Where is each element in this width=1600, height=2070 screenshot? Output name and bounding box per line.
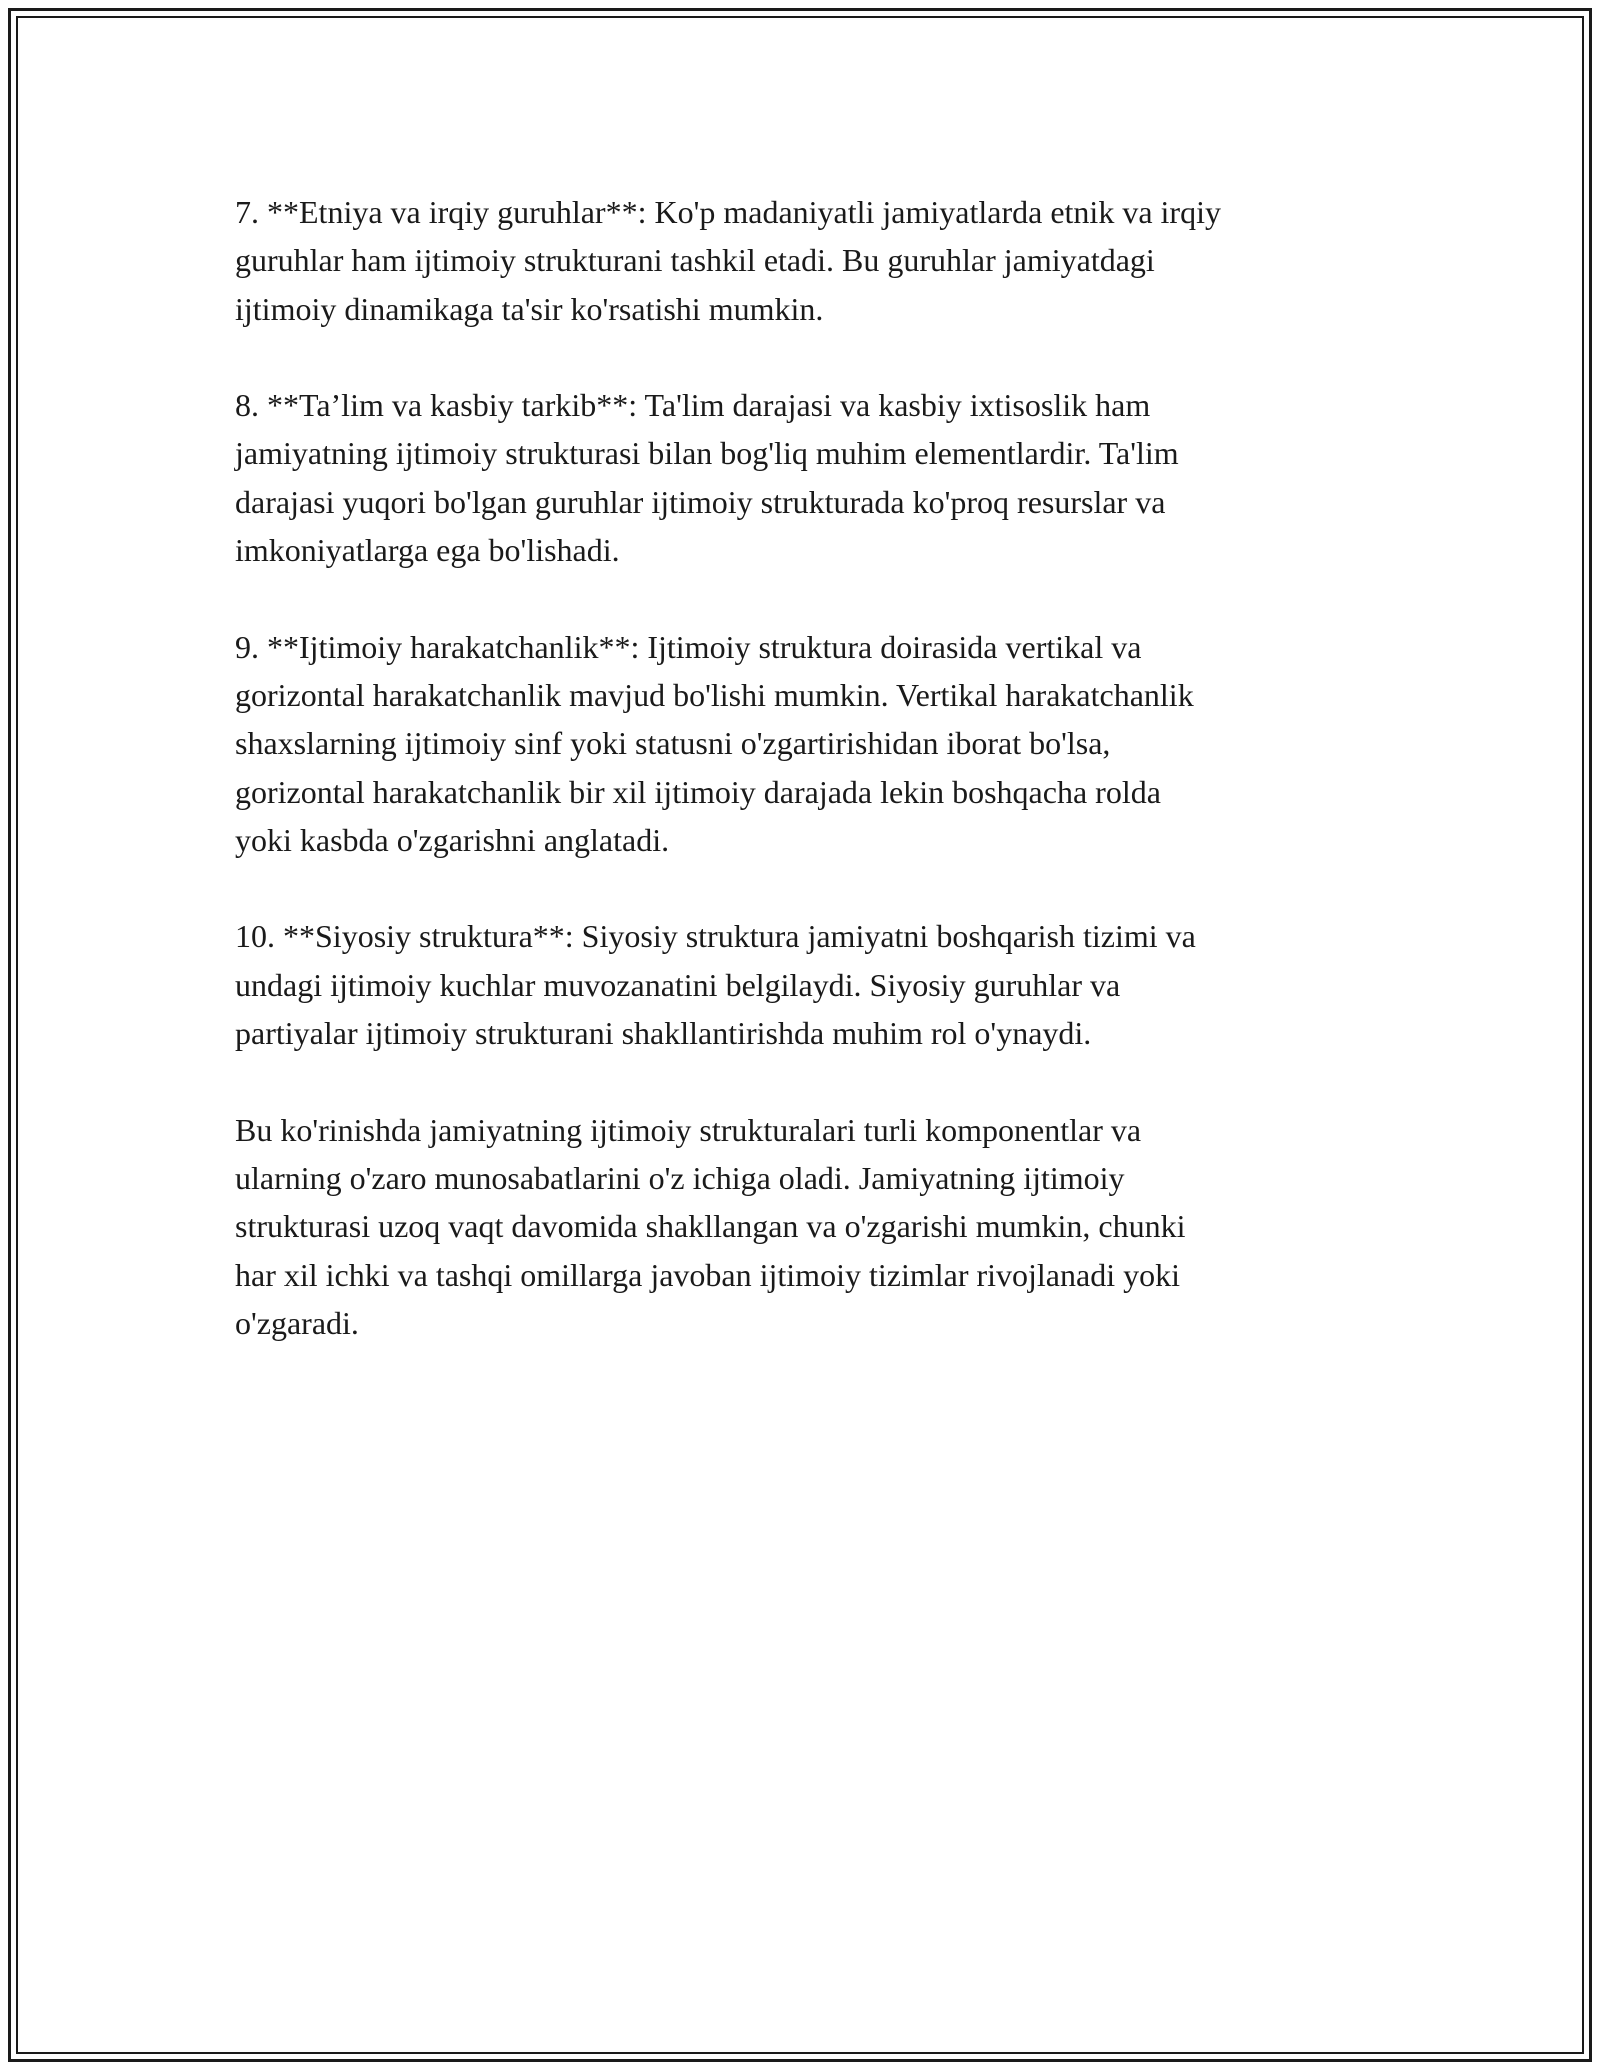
paragraph-social-mobility: 9. **Ijtimoiy harakatchanlik**: Ijtimoiy struktura doirasida vertikal va gorizontal harakatchanlik mavjud bo'lishi mumkin. Vertikal harakatchanlik shaxslarning ijtimoiy sinf yoki statusni o'zgartirishidan iborat bo'lsa, gorizontal harakatchanlik bir xil ijtimoiy darajada lekin boshqacha rolda yoki kasbda o'zgarishni anglatadi. [235, 628, 1194, 858]
paragraph-political-structure: 10. **Siyosiy struktura**: Siyosiy struktura jamiyatni boshqarish tizimi va undagi ijtimoiy kuchlar muvozanatini belgilaydi. Siyosiy guruhlar va partiyalar ijtimoiy strukturani shakllantirishda muhim rol o'ynaydi. [235, 918, 1196, 1052]
document-body [235, 188, 1385, 1395]
paragraph-ethnic-groups: 7. **Etniya va irqiy guruhlar**: Ko'p madaniyatli jamiyatlarda etnik va irqiy guruhlar ham ijtimoiy strukturani tashkil etadi. Bu guruhlar jamiyatdagi ijtimoiy dinamikaga ta'sir ko'rsatishi mumkin. [235, 194, 1221, 327]
paragraph-education-profession: 8. **Ta’lim va kasbiy tarkib**: Ta'lim darajasi va kasbiy ixtisoslik ham jamiyatning ijtimoiy strukturasi bilan bog'liq muhim elementlardir. Ta'lim darajasi yuqori bo'lgan guruhlar ijtimoiy strukturada ko'proq resurslar va imkoniyatlarga ega bo'lishadi. [235, 387, 1179, 569]
paragraph-conclusion: Bu ko'rinishda jamiyatning ijtimoiy strukturalari turli komponentlar va ularning o'zaro munosabatlarini o'z ichiga oladi. Jamiyatning ijtimoiy strukturasi uzoq vaqt davomida shakllangan va o'zgarishi mumkin, chunki har xil ichki va tashqi omillarga javoban ijtimoiy tizimlar rivojlanadi yoki o'zgaradi. [235, 1111, 1186, 1341]
